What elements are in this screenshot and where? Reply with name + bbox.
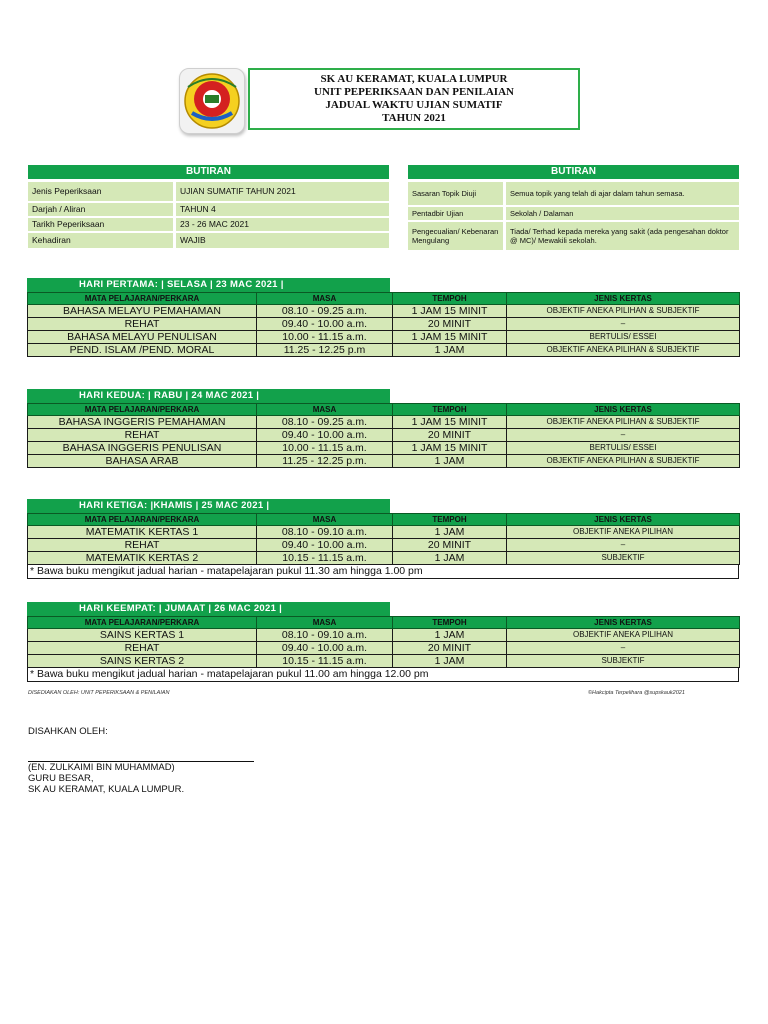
info-row [408, 207, 739, 220]
duration-cell: 1 JAM 15 MINIT [393, 416, 507, 429]
column-header: TEMPOH [393, 514, 507, 526]
day-schedule [27, 499, 740, 579]
column-header: MATA PELAJARAN/PERKARA [28, 514, 257, 526]
day-title: HARI KETIGA: |KHAMIS | 25 MAC 2021 | [27, 499, 390, 513]
table-header-row [28, 293, 740, 305]
time-cell: 10.15 - 11.15 a.m. [257, 655, 393, 668]
subject-cell: SAINS KERTAS 2 [28, 655, 257, 668]
document-year: TAHUN 2021 [382, 112, 446, 124]
subject-cell: REHAT [28, 642, 257, 655]
time-cell: 08.10 - 09.10 a.m. [257, 629, 393, 642]
subject-cell: REHAT [28, 318, 257, 331]
paper-type-cell: – [507, 642, 740, 655]
column-header: TEMPOH [393, 404, 507, 416]
duration-cell: 1 JAM [393, 552, 507, 565]
info-label: Jenis Peperiksaan [28, 182, 173, 201]
column-header: JENIS KERTAS [507, 617, 740, 629]
subject-cell: REHAT [28, 539, 257, 552]
table-row [28, 318, 740, 331]
info-value: WAJIB [176, 233, 389, 248]
document-title: JADUAL WAKTU UJIAN SUMATIF [325, 99, 503, 111]
info-value: TAHUN 4 [176, 203, 389, 216]
info-value: Semua topik yang telah di ajar dalam tahun semasa. [506, 182, 739, 205]
time-cell: 10.00 - 11.15 a.m. [257, 331, 393, 344]
approved-by-label: DISAHKAN OLEH: [28, 726, 108, 737]
table-header-row [28, 514, 740, 526]
day-title: HARI KEDUA: | RABU | 24 MAC 2021 | [27, 389, 390, 403]
table-row [28, 552, 740, 565]
time-cell: 08.10 - 09.25 a.m. [257, 305, 393, 318]
column-header: MATA PELAJARAN/PERKARA [28, 617, 257, 629]
info-row [408, 182, 739, 205]
day-title: HARI PERTAMA: | SELASA | 23 MAC 2021 | [27, 278, 390, 292]
paper-type-cell: SUBJEKTIF [507, 552, 740, 565]
time-cell: 11.25 - 12.25 p.m. [257, 455, 393, 468]
info-row [408, 222, 739, 250]
duration-cell: 1 JAM [393, 655, 507, 668]
paper-type-cell: OBJEKTIF ANEKA PILIHAN [507, 629, 740, 642]
info-value: Sekolah / Dalaman [506, 207, 739, 220]
column-header: MASA [257, 617, 393, 629]
time-cell: 11.25 - 12.25 p.m [257, 344, 393, 357]
prepared-by-text: DISEDIAKAN OLEH: UNIT PEPERIKSAAN & PENILAIAN [28, 690, 170, 696]
column-header: MATA PELAJARAN/PERKARA [28, 293, 257, 305]
subject-cell: BAHASA MELAYU PENULISAN [28, 331, 257, 344]
info-value: Tiada/ Terhad kepada mereka yang sakit (ada pengesahan doktor @ MC)/ Mewakili sekolah. [506, 222, 739, 250]
butiran-right-panel [408, 165, 739, 250]
time-cell: 10.15 - 11.15 a.m. [257, 552, 393, 565]
paper-type-cell: OBJEKTIF ANEKA PILIHAN [507, 526, 740, 539]
unit-name: UNIT PEPERIKSAAN DAN PENILAIAN [314, 86, 514, 98]
info-label: Darjah / Aliran [28, 203, 173, 216]
schedule-table [27, 513, 740, 565]
duration-cell: 1 JAM [393, 629, 507, 642]
signatory-name: (EN. ZULKAIMI BIN MUHAMMAD) [28, 762, 175, 773]
subject-cell: BAHASA INGGERIS PEMAHAMAN [28, 416, 257, 429]
table-row [28, 539, 740, 552]
day-schedule [27, 278, 740, 357]
info-row [28, 182, 389, 201]
day-title: HARI KEEMPAT: | JUMAAT | 26 MAC 2021 | [27, 602, 390, 616]
paper-type-cell: – [507, 318, 740, 331]
school-crest-icon [180, 69, 244, 133]
info-value: UJIAN SUMATIF TAHUN 2021 [176, 182, 389, 201]
subject-cell: MATEMATIK KERTAS 1 [28, 526, 257, 539]
subject-cell: REHAT [28, 429, 257, 442]
paper-type-cell: OBJEKTIF ANEKA PILIHAN & SUBJEKTIF [507, 344, 740, 357]
info-row [28, 233, 389, 248]
duration-cell: 1 JAM [393, 526, 507, 539]
duration-cell: 1 JAM 15 MINIT [393, 305, 507, 318]
table-row [28, 642, 740, 655]
duration-cell: 20 MINIT [393, 539, 507, 552]
paper-type-cell: OBJEKTIF ANEKA PILIHAN & SUBJEKTIF [507, 305, 740, 318]
duration-cell: 1 JAM [393, 455, 507, 468]
day-schedule [27, 602, 740, 682]
info-label: Kehadiran [28, 233, 173, 248]
schedule-table [27, 616, 740, 668]
butiran-left-title: BUTIRAN [28, 165, 389, 179]
day-note: * Bawa buku mengikut jadual harian - matapelajaran pukul 11.30 am hingga 1.00 pm [27, 565, 739, 579]
duration-cell: 1 JAM [393, 344, 507, 357]
duration-cell: 20 MINIT [393, 429, 507, 442]
day-schedule [27, 389, 740, 468]
column-header: JENIS KERTAS [507, 514, 740, 526]
table-row [28, 416, 740, 429]
school-logo [179, 68, 245, 134]
paper-type-cell: SUBJEKTIF [507, 655, 740, 668]
duration-cell: 20 MINIT [393, 318, 507, 331]
info-label: Pengecualian/ Kebenaran Mengulang [408, 222, 503, 250]
signatory-school: SK AU KERAMAT, KUALA LUMPUR. [28, 784, 185, 795]
subject-cell: BAHASA ARAB [28, 455, 257, 468]
schedule-table [27, 403, 740, 468]
paper-type-cell: BERTULIS/ ESSEI [507, 331, 740, 344]
column-header: JENIS KERTAS [507, 404, 740, 416]
time-cell: 09.40 - 10.00 a.m. [257, 429, 393, 442]
time-cell: 08.10 - 09.25 a.m. [257, 416, 393, 429]
time-cell: 09.40 - 10.00 a.m. [257, 642, 393, 655]
table-row [28, 455, 740, 468]
subject-cell: PEND. ISLAM /PEND. MORAL [28, 344, 257, 357]
column-header: MASA [257, 404, 393, 416]
table-row [28, 442, 740, 455]
table-header-row [28, 404, 740, 416]
paper-type-cell: BERTULIS/ ESSEI [507, 442, 740, 455]
subject-cell: MATEMATIK KERTAS 2 [28, 552, 257, 565]
column-header: MATA PELAJARAN/PERKARA [28, 404, 257, 416]
copyright-text: ©Hakcipta Terpelihara @supskauk2021 [588, 690, 685, 696]
table-header-row [28, 617, 740, 629]
column-header: TEMPOH [393, 617, 507, 629]
time-cell: 09.40 - 10.00 a.m. [257, 318, 393, 331]
duration-cell: 1 JAM 15 MINIT [393, 442, 507, 455]
table-row [28, 429, 740, 442]
duration-cell: 20 MINIT [393, 642, 507, 655]
table-row [28, 526, 740, 539]
info-row [28, 203, 389, 216]
time-cell: 08.10 - 09.10 a.m. [257, 526, 393, 539]
paper-type-cell: – [507, 429, 740, 442]
info-label: Sasaran Topik Diuji [408, 182, 503, 205]
signatory-role: GURU BESAR, [28, 773, 94, 784]
subject-cell: BAHASA INGGERIS PENULISAN [28, 442, 257, 455]
day-note: * Bawa buku mengikut jadual harian - matapelajaran pukul 11.00 am hingga 12.00 pm [27, 668, 739, 682]
table-row [28, 344, 740, 357]
info-value: 23 - 26 MAC 2021 [176, 218, 389, 231]
column-header: TEMPOH [393, 293, 507, 305]
subject-cell: SAINS KERTAS 1 [28, 629, 257, 642]
time-cell: 09.40 - 10.00 a.m. [257, 539, 393, 552]
paper-type-cell: OBJEKTIF ANEKA PILIHAN & SUBJEKTIF [507, 416, 740, 429]
column-header: JENIS KERTAS [507, 293, 740, 305]
table-row [28, 331, 740, 344]
duration-cell: 1 JAM 15 MINIT [393, 331, 507, 344]
school-name: SK AU KERAMAT, KUALA LUMPUR [320, 73, 508, 85]
subject-cell: BAHASA MELAYU PEMAHAMAN [28, 305, 257, 318]
paper-type-cell: OBJEKTIF ANEKA PILIHAN & SUBJEKTIF [507, 455, 740, 468]
title-box [248, 68, 580, 130]
info-label: Tarikh Peperiksaan [28, 218, 173, 231]
table-row [28, 305, 740, 318]
column-header: MASA [257, 514, 393, 526]
info-row [28, 218, 389, 231]
table-row [28, 655, 740, 668]
table-row [28, 629, 740, 642]
butiran-left-panel [28, 165, 389, 248]
info-label: Pentadbir Ujian [408, 207, 503, 220]
butiran-right-title: BUTIRAN [408, 165, 739, 179]
paper-type-cell: – [507, 539, 740, 552]
column-header: MASA [257, 293, 393, 305]
schedule-table [27, 292, 740, 357]
time-cell: 10.00 - 11.15 a.m. [257, 442, 393, 455]
